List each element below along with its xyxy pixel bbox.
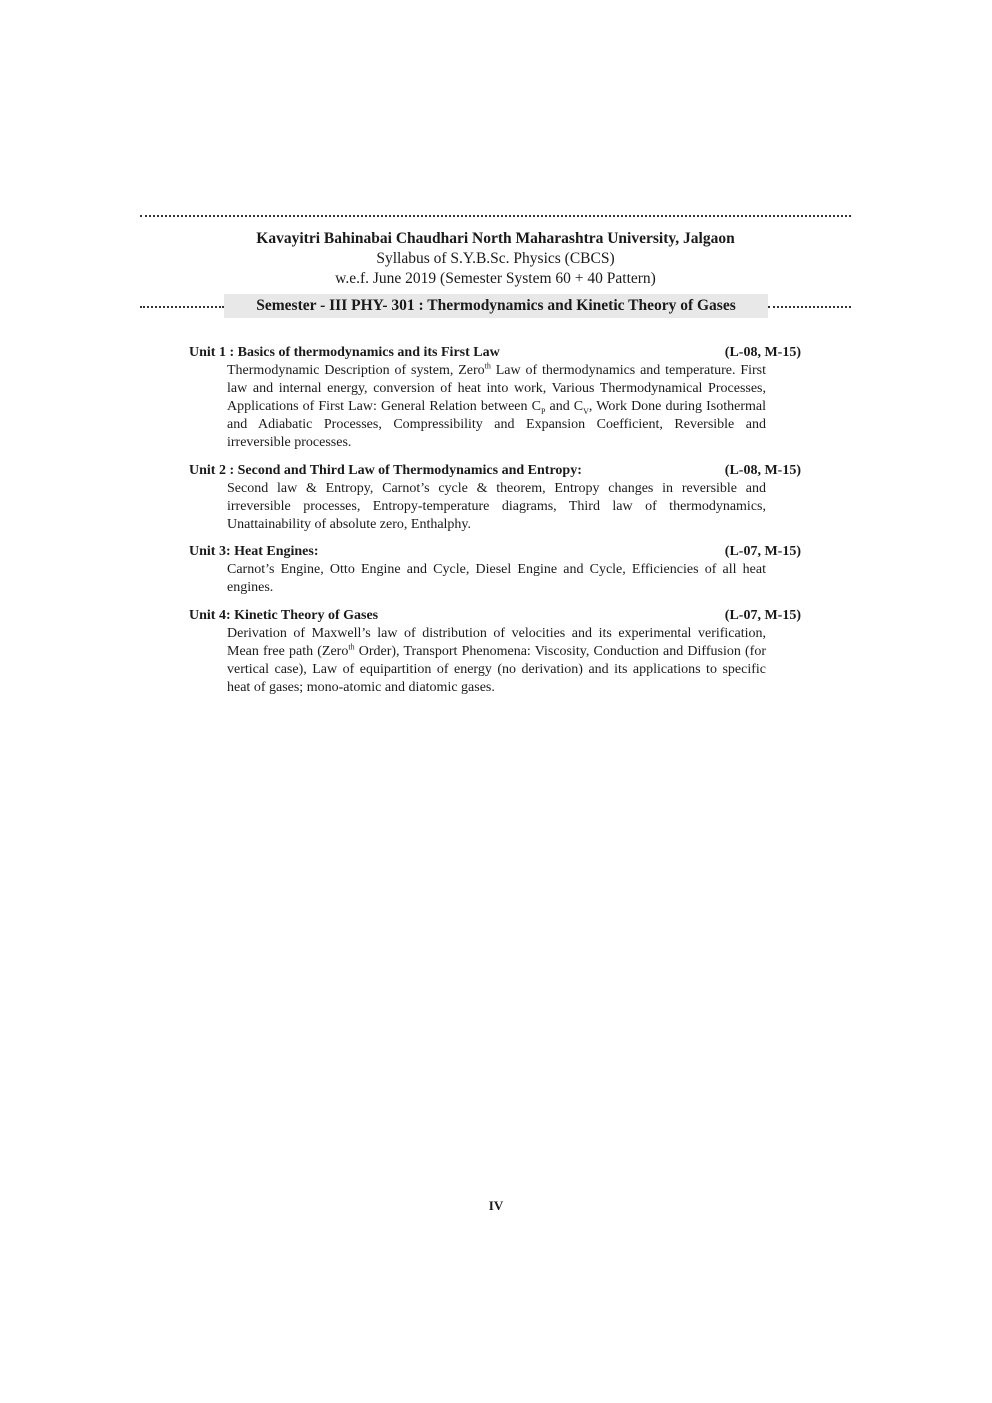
unit-text: Carnot’s Engine, Otto Engine and Cycle, Diesel Engine and Cycle, Efficiencies of all heat engines. <box>227 562 766 595</box>
unit-title: Unit 2 : Second and Third Law of Thermodynamics and Entropy: <box>189 463 582 478</box>
semester-course-title: Semester - III PHY- 301 : Thermodynamics and Kinetic Theory of Gases <box>256 297 736 314</box>
unit-3-section <box>189 543 801 597</box>
effective-date-line: w.e.f. June 2019 (Semester System 60 + 40 Pattern) <box>335 270 656 287</box>
subscript: V <box>583 406 589 416</box>
syllabus-title: Syllabus of S.Y.B.Sc. Physics (CBCS) <box>376 250 615 267</box>
unit-header <box>189 543 801 561</box>
unit-header <box>189 462 801 480</box>
unit-marks: (L-08, M-15) <box>724 345 801 360</box>
superscript: th <box>484 361 491 371</box>
unit-marks: (L-07, M-15) <box>724 544 801 559</box>
subscript: P <box>540 406 546 416</box>
unit-header <box>189 344 801 362</box>
unit-text: Thermodynamic Description of system, Zero <box>227 363 485 378</box>
unit-text: Second law & Entropy, Carnot’s cycle & theorem, Entropy changes in reversible and irreversible processes, Entropy-temperature diagrams, Third law of thermodynamics, Unattainability of absolute zero, Enthalphy. <box>227 481 766 532</box>
unit-text: Derivation of Maxwell’s law of distribution of velocities and its experimental verification, Mean free path (Zero <box>227 626 766 659</box>
unit-2-section <box>189 462 801 534</box>
unit-header <box>189 607 801 625</box>
superscript: th <box>348 642 355 652</box>
unit-title: Unit 3: Heat Engines: <box>189 544 319 559</box>
unit-marks: (L-07, M-15) <box>724 608 801 623</box>
university-name: Kavayitri Bahinabai Chaudhari North Maharashtra University, Jalgaon <box>256 230 735 247</box>
unit-description <box>227 480 766 534</box>
page-number: IV <box>488 1198 504 1213</box>
unit-4-section <box>189 607 801 697</box>
semester-divider-left <box>140 306 224 308</box>
unit-marks: (L-08, M-15) <box>724 463 801 478</box>
top-dotted-divider <box>140 215 851 217</box>
unit-1-section <box>189 344 801 452</box>
semester-course-banner <box>224 294 768 318</box>
unit-text: Law of thermodynamics and temperature. First law and internal energy, conversion of heat into work, Various Thermodynamical Processes, Applications of First Law: General Relation between C <box>227 363 766 414</box>
unit-title: Unit 1 : Basics of thermodynamics and its First Law <box>189 345 500 360</box>
unit-text: Order), Transport Phenomena: Viscosity, Conduction and Diffusion (for vertical case), Law of equipartition of energy (no derivation) and its applications to specific heat of gases; mono-atomic and diatomic gases. <box>227 644 766 695</box>
unit-description <box>227 561 766 597</box>
unit-text: and C <box>545 399 584 414</box>
unit-text: , Work Done during Isothermal and Adiabatic Processes, Compressibility and Expansion Coefficient, Reversible and irreversible processes. <box>227 399 766 450</box>
semester-divider-right <box>768 306 851 308</box>
unit-title: Unit 4: Kinetic Theory of Gases <box>189 608 379 623</box>
unit-description <box>227 625 766 697</box>
unit-description <box>227 362 766 452</box>
